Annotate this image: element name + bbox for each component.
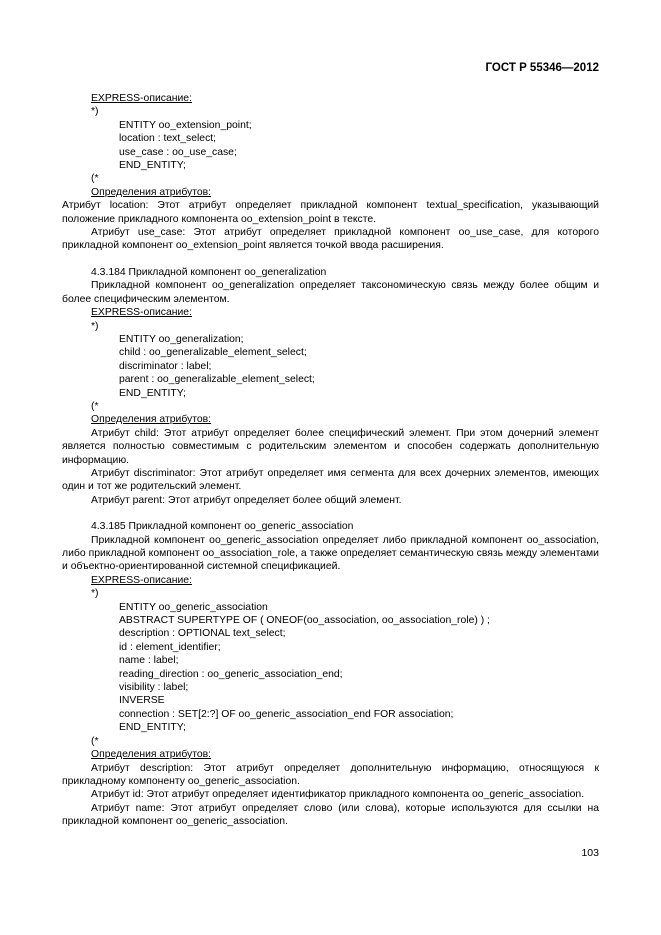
code-line: use_case : oo_use_case;: [119, 146, 237, 158]
comment-open: *): [91, 588, 99, 600]
attributes-label: Определения атрибутов:: [91, 186, 212, 198]
section-intro: Прикладной компонент oo_generic_association определяет либо прикладной компонент oo_association, либо прикладной компонент oo_association_role, а также определяет семантическую связь между элементами и объектно-ориентированной системной спецификацией.: [62, 534, 599, 573]
code-line: description : OPTIONAL text_select;: [119, 628, 286, 640]
attribute-definition: Атрибут use_case: Этот атрибут определяет прикладной компонент oo_use_case, для которого прикладной компонент oo_extension_point является точкой ввода расширения.: [62, 227, 599, 252]
attribute-definition: Атрибут name: Этот атрибут определяет слово (или слова), которые используются для ссылки на прикладной компонент oo_generic_association.: [62, 802, 599, 828]
code-line: END_ENTITY;: [119, 387, 186, 399]
comment-close: (*: [91, 735, 99, 747]
standard-header: ГОСТ Р 55346—2012: [485, 62, 599, 74]
section-heading: 4.3.184 Прикладной компонент oo_generalization: [91, 266, 327, 278]
section-intro: Прикладной компонент oo_generalization определяет таксономическую связь между более общим и более специфическим элементом.: [62, 280, 599, 305]
comment-open: *): [91, 106, 99, 118]
code-line: id : element_identifier;: [119, 641, 221, 653]
express-label: EXPRESS-описание:: [91, 574, 192, 586]
attribute-definition: Атрибут id: Этот атрибут определяет идентификатор прикладного компонента oo_generic_association.: [91, 789, 585, 801]
code-line: child : oo_generalizable_element_select;: [119, 347, 307, 359]
comment-close: (*: [91, 173, 99, 185]
code-line: ENTITY oo_extension_point;: [119, 119, 252, 131]
code-line: name : label;: [119, 655, 179, 667]
code-line: ENTITY oo_generic_association: [119, 601, 268, 613]
code-line: END_ENTITY;: [119, 160, 186, 172]
page-content: [62, 92, 599, 829]
code-line: location : text_select;: [119, 133, 217, 145]
code-line: INVERSE: [119, 695, 165, 707]
attributes-label: Определения атрибутов:: [91, 414, 212, 426]
attribute-definition: Атрибут location: Этот атрибут определяет прикладной компонент textual_specification, указывающий положение прикладного компонента oo_extension_point в тексте.: [62, 200, 599, 225]
code-line: connection : SET[2:?] OF oo_generic_association_end FOR association;: [119, 708, 454, 720]
express-label: EXPRESS-описание:: [91, 307, 192, 319]
attribute-definition: Атрибут description: Этот атрибут определяет дополнительную информацию, относящуюся к прикладному компоненту oo_generic_association.: [62, 762, 599, 787]
express-label: EXPRESS-описание:: [91, 93, 192, 104]
code-line: ABSTRACT SUPERTYPE OF ( ONEOF(oo_association, oo_association_role) ) ;: [119, 615, 490, 627]
code-line: END_ENTITY;: [119, 722, 186, 734]
page-number: 103: [581, 847, 599, 859]
code-line: reading_direction : oo_generic_association_end;: [119, 668, 343, 680]
section-heading: 4.3.185 Прикладной компонент oo_generic_association: [91, 521, 354, 533]
code-line: discriminator : label;: [119, 360, 212, 372]
code-line: ENTITY oo_generalization;: [119, 333, 244, 345]
comment-close: (*: [91, 400, 99, 412]
code-line: parent : oo_generalizable_element_select;: [119, 374, 315, 386]
attribute-definition: Атрибут parent: Этот атрибут определяет более общий элемент.: [91, 494, 402, 506]
attribute-definition: Атрибут discriminator: Этот атрибут определяет имя сегмента для всех дочерних элементов, имеющих один и тот же родительский элемент.: [62, 467, 599, 493]
code-line: visibility : label;: [119, 682, 189, 694]
attributes-label: Определения атрибутов:: [91, 749, 212, 761]
comment-open: *): [91, 320, 99, 332]
attribute-definition: Атрибут child: Этот атрибут определяет более специфический элемент. При этом дочерний элемент является полностью совместимым с родительским элементом и способен содержать дополнительную информацию.: [62, 427, 599, 466]
